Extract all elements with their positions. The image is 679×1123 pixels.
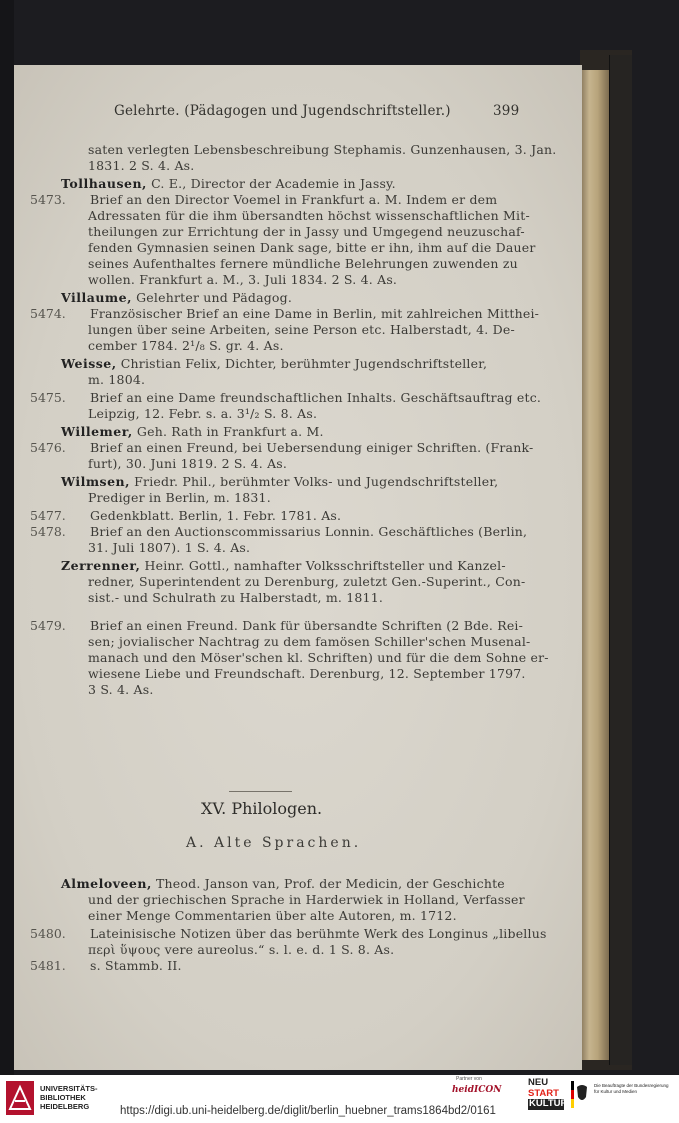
text-line: Lateinisische Notizen über das berühmte Werk des Longinus „libellus bbox=[90, 926, 547, 941]
text-line: s. Stammb. II. bbox=[90, 958, 182, 973]
person-description: Heinr. Gottl., namhafter Volksschriftsteller und Kanzel- bbox=[140, 558, 506, 573]
text-line: 31. Juli 1807). 1 S. 4. As. bbox=[88, 540, 251, 555]
person-entry-line bbox=[61, 356, 487, 372]
entry-number: 5477. bbox=[30, 508, 66, 523]
text-line: Gedenkblatt. Berlin, 1. Febr. 1781. As. bbox=[90, 508, 342, 523]
sponsor-text: Die Beauftragte der Bundesregierung für Kultur und Medien bbox=[594, 1083, 669, 1094]
section-rule bbox=[229, 791, 292, 792]
library-name-line: UNIVERSITÄTS- bbox=[40, 1084, 98, 1093]
person-entry-line bbox=[61, 290, 292, 306]
entry-number: 5475. bbox=[30, 390, 66, 405]
person-name: Tollhausen, bbox=[61, 176, 147, 191]
person-entry-line bbox=[61, 876, 505, 892]
text-line: lungen über seine Arbeiten, seine Person etc. Halberstadt, 4. De- bbox=[88, 322, 515, 337]
federal-eagle-icon bbox=[571, 1081, 589, 1109]
text-line: cember 1784. 2¹/₈ S. gr. 4. As. bbox=[88, 338, 284, 353]
text-line: m. 1804. bbox=[88, 372, 146, 387]
text-line: Leipzig, 12. Febr. s. a. 3¹/₂ S. 8. As. bbox=[88, 406, 318, 421]
text-line: sist.- und Schulrath zu Halberstadt, m. 1811. bbox=[88, 590, 384, 605]
book-gutter bbox=[0, 0, 14, 1075]
person-description: Christian Felix, Dichter, berühmter Jugendschriftsteller, bbox=[116, 356, 488, 371]
person-description: Friedr. Phil., berühmter Volks- und Jugendschriftsteller, bbox=[129, 474, 499, 489]
person-name: Weisse, bbox=[61, 356, 117, 371]
text-line: Brief an eine Dame freundschaftlichen Inhalts. Geschäftsauftrag etc. bbox=[90, 390, 542, 405]
neustart-line: NEU bbox=[528, 1077, 549, 1088]
entry-number: 5474. bbox=[30, 306, 66, 321]
text-line: Adressaten für die ihm übersandten höchst wissenschaftlichen Mit- bbox=[88, 208, 530, 223]
person-description: Theod. Janson van, Prof. der Medicin, der Geschichte bbox=[151, 876, 505, 891]
person-name: Willemer, bbox=[61, 424, 133, 439]
viewer-footer bbox=[0, 1075, 679, 1123]
text-line: Brief an den Director Voemel in Frankfurt a. M. Indem er dem bbox=[90, 192, 498, 207]
text-line: manach und den Möser'schen kl. Schriften) und für die dem Sohne er- bbox=[88, 650, 549, 665]
entry-number: 5481. bbox=[30, 958, 66, 973]
university-library-logo-icon[interactable] bbox=[6, 1081, 34, 1115]
text-line: Brief an einen Freund. Dank für übersandte Schriften (2 Bde. Rei- bbox=[90, 618, 524, 633]
text-line: einer Menge Commentarien über alte Autoren, m. 1712. bbox=[88, 908, 457, 923]
text-line: Brief an einen Freund, bei Uebersendung einiger Schriften. (Frank- bbox=[90, 440, 534, 455]
text-line: περὶ ὕψους vere aureolus.“ s. l. e. d. 1 S. 8. As. bbox=[88, 942, 395, 957]
running-head: Gelehrte. (Pädagogen und Jugendschriftsteller.) bbox=[114, 103, 451, 119]
person-entry-line bbox=[61, 424, 324, 440]
library-name bbox=[40, 1084, 98, 1111]
text-line: wiesene Liebe und Freundschaft. Derenburg, 12. September 1797. bbox=[88, 666, 526, 681]
person-name: Wilmsen, bbox=[61, 474, 130, 489]
entry-number: 5476. bbox=[30, 440, 66, 455]
text-line: 1831. 2 S. 4. As. bbox=[88, 158, 195, 173]
subsection-title: A. Alte Sprachen. bbox=[186, 835, 362, 851]
partner-label: Partner von bbox=[456, 1076, 482, 1082]
text-line: fenden Gymnasien seinen Dank sage, bitte er ihn, ihm auf die Dauer bbox=[88, 240, 536, 255]
entry-number: 5479. bbox=[30, 618, 66, 633]
entry-number: 5473. bbox=[30, 192, 66, 207]
entry-number: 5480. bbox=[30, 926, 66, 941]
section-title: XV. Philologen. bbox=[201, 799, 323, 818]
neustart-kultur-logo[interactable] bbox=[528, 1077, 568, 1110]
text-line: theilungen zur Errichtung der in Jassy und Umgegend neuzuschaf- bbox=[88, 224, 525, 239]
text-line: und der griechischen Sprache in Harderwiek in Holland, Verfasser bbox=[88, 892, 525, 907]
person-description: C. E., Director der Academie in Jassy. bbox=[146, 176, 396, 191]
text-line: Prediger in Berlin, m. 1831. bbox=[88, 490, 271, 505]
text-line: Brief an den Auctionscommissarius Lonnin. Geschäftliches (Berlin, bbox=[90, 524, 528, 539]
page-url[interactable]: https://digi.ub.uni-heidelberg.de/diglit/berlin_huebner_trams1864bd2/0161 bbox=[120, 1105, 496, 1117]
text-line: seines Aufenthaltes fernere mündliche Belehrungen zuwenden zu bbox=[88, 256, 518, 271]
library-name-line: BIBLIOTHEK bbox=[40, 1093, 86, 1102]
text-line: furt), 30. Juni 1819. 2 S. 4. As. bbox=[88, 456, 288, 471]
person-description: Geh. Rath in Frankfurt a. M. bbox=[132, 424, 324, 439]
text-line: redner, Superintendent zu Derenburg, zuletzt Gen.-Superint., Con- bbox=[88, 574, 526, 589]
page-edges bbox=[581, 70, 609, 1060]
person-name: Zerrenner, bbox=[61, 558, 141, 573]
person-name: Almeloveen, bbox=[61, 876, 152, 891]
text-line: sen; jovialischer Nachtrag zu dem famösen Schiller'schen Musenal- bbox=[88, 634, 531, 649]
text-line: Französischer Brief an eine Dame in Berlin, mit zahlreichen Mitthei- bbox=[90, 306, 540, 321]
book-page bbox=[14, 65, 582, 1070]
person-entry-line bbox=[61, 176, 396, 192]
text-line: saten verlegten Lebensbeschreibung Stephamis. Gunzenhausen, 3. Jan. bbox=[88, 142, 557, 157]
person-entry-line bbox=[61, 558, 506, 574]
neustart-line: KULTUR bbox=[529, 1098, 568, 1109]
book-cover bbox=[609, 55, 632, 1065]
entry-number: 5478. bbox=[30, 524, 66, 539]
partner-logo[interactable]: heidICON bbox=[452, 1085, 502, 1095]
text-line: wollen. Frankfurt a. M., 3. Juli 1834. 2 S. 4. As. bbox=[88, 272, 398, 287]
library-name-line: HEIDELBERG bbox=[40, 1102, 90, 1111]
page-number: 399 bbox=[493, 103, 520, 119]
person-entry-line bbox=[61, 474, 498, 490]
text-line: 3 S. 4. As. bbox=[88, 682, 154, 697]
person-description: Gelehrter und Pädagog. bbox=[131, 290, 293, 305]
neustart-line: START bbox=[528, 1087, 559, 1099]
person-name: Villaume, bbox=[61, 290, 132, 305]
